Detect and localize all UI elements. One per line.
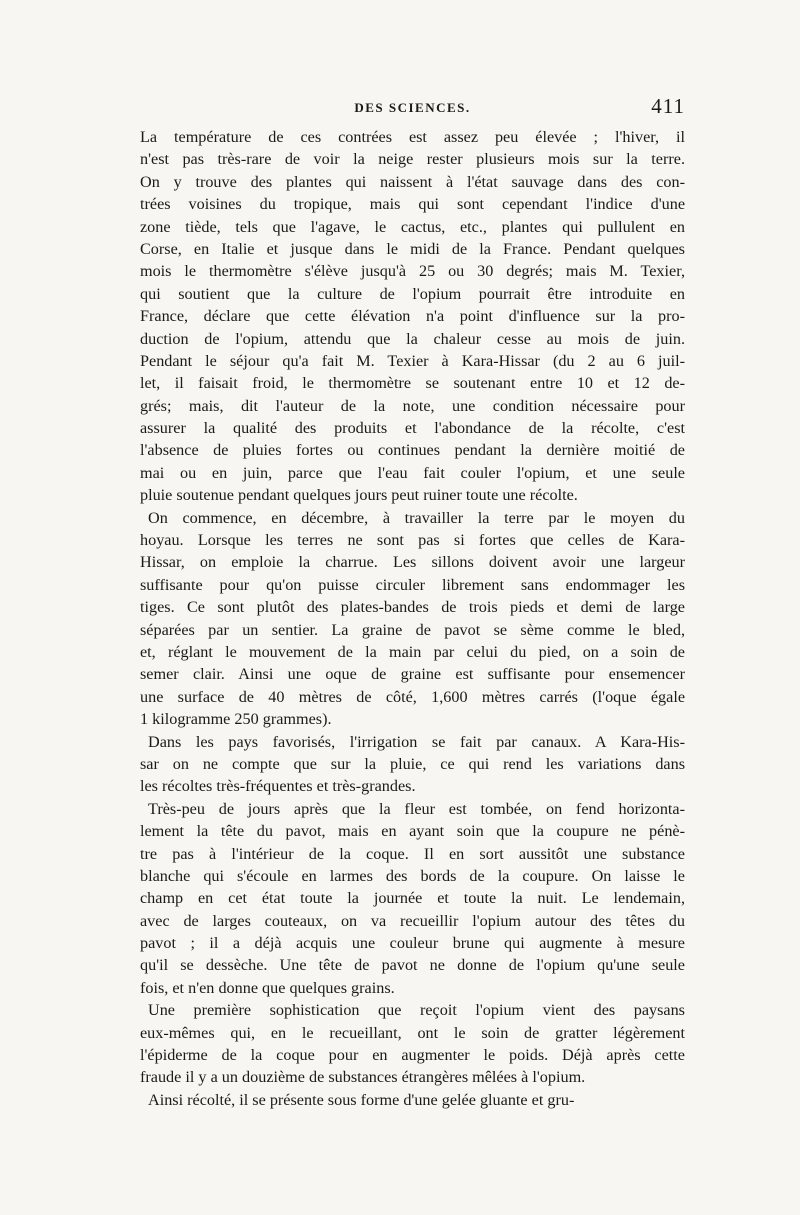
text-line: qu'il se dessèche. Une tête de pavot ne donne de l'opium qu'une seule <box>140 956 685 975</box>
text-line: une surface de 40 mètres de côté, 1,600 mètres carrés (l'oque égale <box>140 687 685 706</box>
text-line: fraude il y a un douzième de substances étrangères mêlées à l'opium. <box>140 1068 586 1087</box>
running-head: DES SCIENCES. <box>354 100 471 115</box>
text-line: blanche qui s'écoule en larmes des bords de la coupure. On laisse le <box>140 866 685 885</box>
text-line: séparées par un sentier. La graine de pavot se sème comme le bled, <box>140 620 685 639</box>
text-line: l'épiderme de la coque pour en augmenter le poids. Déjà après cette <box>140 1046 685 1065</box>
text-line: tiges. Ce sont plutôt des plates-bandes de trois pieds et demi de large <box>140 598 685 617</box>
text-line: Pendant le séjour qu'a fait M. Texier à Kara-Hissar (du 2 au 6 juil- <box>140 351 685 370</box>
paragraph <box>140 126 685 507</box>
text-line: tre pas à l'intérieur de la coque. Il en sort aussitôt une substance <box>140 844 685 863</box>
page-number: 411 <box>651 94 685 118</box>
text-line: hoyau. Lorsque les terres ne sont pas si fortes que celles de Kara- <box>140 531 685 550</box>
text-line: Très-peu de jours après que la fleur est tombée, on fend horizonta- <box>148 799 685 818</box>
text-line: 1 kilogramme 250 grammes). <box>140 710 332 729</box>
text-line: qui soutient que la culture de l'opium pourrait être introduite en <box>140 284 685 303</box>
text-line: champ en cet état toute la journée et toute la nuit. Le lendemain, <box>140 889 685 908</box>
text-line: mois le thermomètre s'élève jusqu'à 25 ou 30 degrés; mais M. Texier, <box>140 262 685 281</box>
text-line: duction de l'opium, attendu que la chaleur cesse au mois de juin. <box>140 329 685 348</box>
text-line: La température de ces contrées est assez peu élevée ; l'hiver, il <box>140 128 685 146</box>
text-line: assurer la qualité des produits et l'abondance de la récolte, c'est <box>140 419 685 438</box>
page-header <box>140 96 685 126</box>
paragraph <box>140 999 685 1089</box>
text-line: let, il faisait froid, le thermomètre se soutenant entre 10 et 12 de- <box>140 374 685 393</box>
text-line: semer clair. Ainsi une oque de graine est suffisante pour ensemencer <box>140 665 685 684</box>
text-line: On commence, en décembre, à travailler la terre par le moyen du <box>148 508 685 527</box>
text-line: trées voisines du tropique, mais qui sont cependant l'indice d'une <box>140 195 685 214</box>
text-line: eux-mêmes qui, en le recueillant, ont le soin de gratter légèrement <box>140 1023 685 1042</box>
text-line: On y trouve des plantes qui naissent à l'état sauvage dans des con- <box>140 172 685 191</box>
text-line: France, déclare que cette élévation n'a point d'influence sur la pro- <box>140 307 685 326</box>
text-line: lement la tête du pavot, mais en ayant soin que la coupure ne pénè- <box>140 822 685 841</box>
text-line: pavot ; il a déjà acquis une couleur brune qui augmente à mesure <box>140 934 685 953</box>
body-text <box>140 126 685 1111</box>
text-line: pluie soutenue pendant quelques jours peut ruiner toute une récolte. <box>140 486 578 505</box>
text-line: Une première sophistication que reçoit l'opium vient des paysans <box>148 1001 685 1020</box>
text-line: mai ou en juin, parce que l'eau fait couler l'opium, et une seule <box>140 463 685 482</box>
text-line: Dans les pays favorisés, l'irrigation se fait par canaux. A Kara-His- <box>148 732 685 751</box>
paragraph <box>140 798 685 1000</box>
paragraph <box>140 731 685 798</box>
text-line: Corse, en Italie et jusque dans le midi de la France. Pendant quelques <box>140 239 685 258</box>
text-line: zone tiède, tels que l'agave, le cactus, etc., plantes qui pullulent en <box>140 217 685 236</box>
text-line: sar on ne compte que sur la pluie, ce qui rend les variations dans <box>140 754 685 773</box>
paragraph <box>140 507 685 731</box>
text-line: suffisante pour qu'on puisse circuler librement sans endommager les <box>140 575 685 594</box>
text-line: Ainsi récolté, il se présente sous forme d'une gelée gluante et gru- <box>148 1090 575 1109</box>
text-line: n'est pas très-rare de voir la neige rester plusieurs mois sur la terre. <box>140 150 685 169</box>
text-line: fois, et n'en donne que quelques grains. <box>140 978 395 997</box>
text-line: et, réglant le mouvement de la main par celui du pied, on a soin de <box>140 642 685 661</box>
text-line: Hissar, on emploie la charrue. Les sillons doivent avoir une largeur <box>140 553 685 572</box>
paragraph <box>140 1089 685 1111</box>
text-line: les récoltes très-fréquentes et très-grandes. <box>140 777 416 796</box>
text-line: l'absence de pluies fortes ou continues pendant la dernière moitié de <box>140 441 685 460</box>
text-line: avec de larges couteaux, on va recueillir l'opium autour des têtes du <box>140 911 685 930</box>
text-line: grés; mais, dit l'auteur de la note, une condition nécessaire pour <box>140 396 685 415</box>
